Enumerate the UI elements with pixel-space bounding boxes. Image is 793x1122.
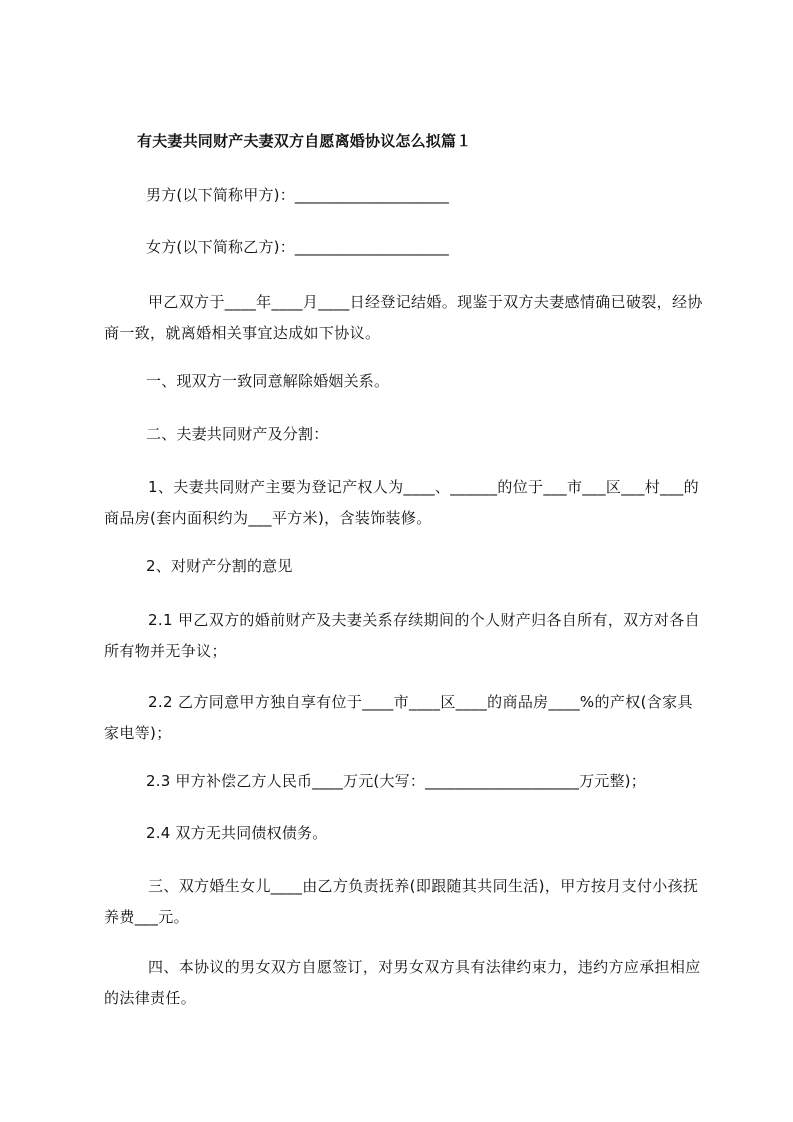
clause-2-2-4: 2.4 双方无共同债权债务。 — [146, 824, 328, 842]
man-party-line: 男方(以下简称甲方)：____________________ — [146, 186, 449, 204]
clause-2-2-1-paragraph: 2.1 甲乙双方的婚前财产及夫妻关系存续期间的个人财产归各自所有，双方对各自所有物并无争议； — [104, 611, 700, 660]
clause-3-paragraph: 三、双方婚生女儿____由乙方负责抚养(即跟随其共同生活)，甲方按月支付小孩抚养费___元。 — [104, 877, 699, 926]
clause-2-1-paragraph: 1、夫妻共同财产主要为登记产权人为____、______的位于___市___区___村___的商品房(套内面积约为___平方米)，含装饰装修。 — [104, 478, 699, 527]
clause-4-paragraph: 四、本协议的男女双方自愿签订，对男女双方具有法律约束力，违约方应承担相应的法律责任。 — [104, 958, 701, 1007]
clause-2-heading: 二、夫妻共同财产及分割： — [146, 425, 329, 443]
clause-2-2-3: 2.3 甲方补偿乙方人民币____万元(大写：____________________万元整)； — [146, 772, 646, 790]
woman-party-line: 女方(以下简称乙方)：____________________ — [146, 238, 449, 256]
clause-1: 一、现双方一致同意解除婚姻关系。 — [146, 372, 390, 390]
clause-2-2-2-paragraph: 2.2 乙方同意甲方独自享有位于____市____区____的商品房____%的产权(含家具家电等)； — [104, 693, 693, 742]
intro-paragraph: 甲乙双方于____年____月____日经登记结婚。现鉴于双方夫妻感情确已破裂，经协商一致，就离婚相关事宜达成如下协议。 — [104, 293, 703, 342]
clause-2-2-heading: 2、对财产分割的意见 — [146, 557, 293, 575]
document-title: 有夫妻共同财产夫妻双方自愿离婚协议怎么拟篇１ — [137, 132, 472, 150]
